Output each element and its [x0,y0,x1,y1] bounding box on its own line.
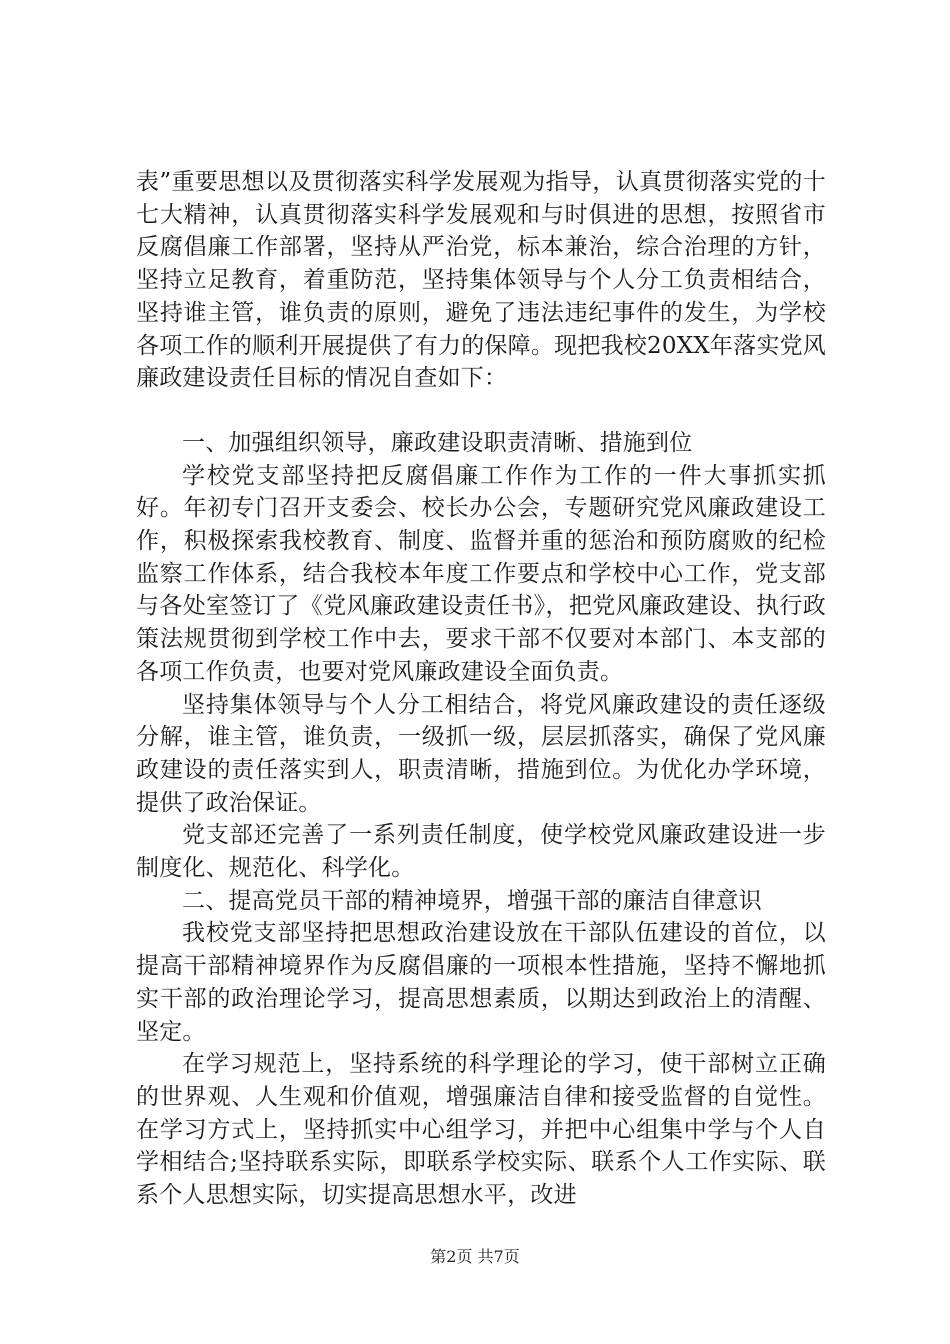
page-number-footer: 第2页 共7页 [430,1247,520,1266]
section-heading-1: 一、加强组织领导，廉政建设职责清晰、措施到位 [182,429,693,456]
paragraph-body: 坚持集体领导与个人分工相结合，将党风廉政建设的责任逐级分解，谁主管，谁负责，一级抓一级，层层抓落实，确保了党风廉政建设的责任落实到人，职责清晰，措施到位。为优化办学环境，提供了政治保证。 [136,691,826,816]
paragraph-intro: 表”重要思想以及贯彻落实科学发展观为指导，认真贯彻落实党的十七大精神，认真贯彻落实科学发展观和与时俱进的思想，按照省市反腐倡廉工作部署，坚持从严治党，标本兼治，综合治理的方针，坚持立足教育，着重防范，坚持集体领导与个人分工负责相结合，坚持谁主管，谁负责的原则，避免了违法违纪事件的发生，为学校各项工作的顺利开展提供了有力的保障。现把我校20XX年落实党风廉政建设责任目标的情况自查如下： [136,169,826,392]
paragraph-body: 我校党支部坚持把思想政治建设放在干部队伍建设的首位，以提高干部精神境界作为反腐倡廉的一项根本性措施，坚持不懈地抓实干部的政治理论学习，提高思想素质，以期达到政治上的清醒、坚定。 [136,920,826,1045]
paragraph-body: 党支部还完善了一系列责任制度，使学校党风廉政建设进一步制度化、规范化、科学化。 [136,822,826,882]
paragraph-gap [136,395,826,427]
paragraph-body: 学校党支部坚持把反腐倡廉工作作为工作的一件大事抓实抓好。年初专门召开支委会、校长办公会，专题研究党风廉政建设工作，积极探索我校教育、制度、监督并重的惩治和预防腐败的纪检监察工作体系，结合我校本年度工作要点和学校中心工作，党支部与各处室签订了《党风廉政建设责任书》，把党风廉政建设、执行政策法规贯彻到学校工作中去，要求干部不仅要对本部门、本支部的各项工作负责，也要对党风廉政建设全面负责。 [136,462,826,685]
section-heading-2: 二、提高党员干部的精神境界，增强干部的廉洁自律意识 [182,887,762,914]
paragraph-body: 在学习规范上，坚持系统的科学理论的学习，使干部树立正确的世界观、人生观和价值观，增强廉洁自律和接受监督的自觉性。在学习方式上，坚持抓实中心组学习，并把中心组集中学与个人自学相结合;坚持联系实际，即联系学校实际、联系个人工作实际、联系个人思想实际，切实提高思想水平，改进 [136,1051,826,1209]
document-body [136,166,826,1212]
